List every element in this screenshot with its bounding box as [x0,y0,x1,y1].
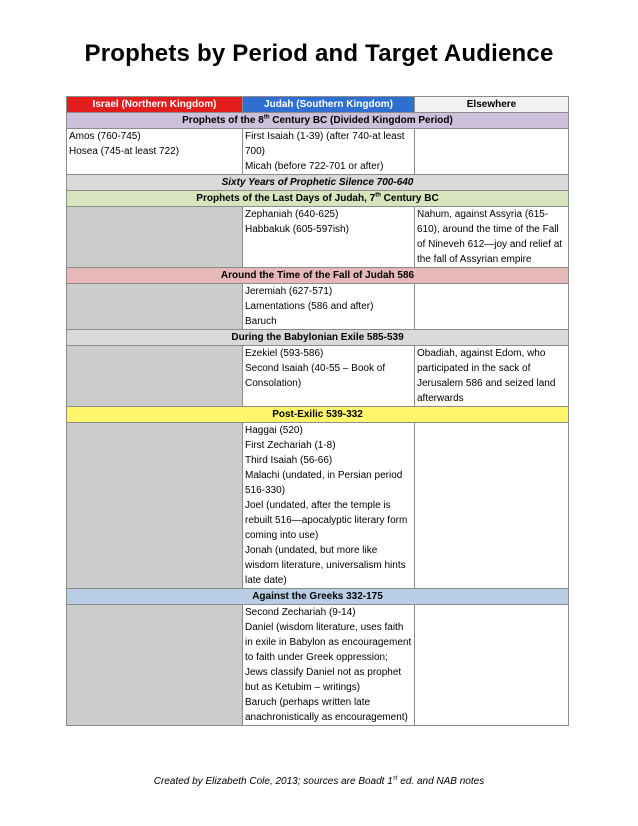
prophet-entry: Jonah (undated, but more like wisdom literature, universalism hints late date) [245,545,406,586]
israel-cell-empty [67,605,243,726]
judah-cell [243,423,415,589]
prophet-entry: Zephaniah (640-625) [245,209,339,220]
judah-cell [243,346,415,407]
table-row [67,605,569,726]
period-row-greeks [67,589,569,605]
prophet-entry: Daniel (wisdom literature, uses faith in exile in Babylon as encouragement to faith under Greek oppression; Jews classify Daniel not as prophet but as Ketubim – writings) [245,622,412,693]
header-israel: Israel (Northern Kingdom) [67,97,243,113]
prophet-entry: Baruch [245,316,277,327]
elsewhere-cell [415,423,569,589]
period-label: Prophets of the 8th Century BC (Divided Kingdom Period) [67,113,569,129]
period-label: Sixty Years of Prophetic Silence 700-640 [67,175,569,191]
table-row [67,207,569,268]
israel-cell-empty [67,207,243,268]
period-label: Prophets of the Last Days of Judah, 7th Century BC [67,191,569,207]
prophet-entry: Micah (before 722-701 or after) [245,161,384,172]
israel-cell [67,129,243,175]
period-row-8th-century [67,113,569,129]
period-row-silence [67,175,569,191]
judah-cell [243,207,415,268]
judah-cell [243,605,415,726]
prophet-entry: Habbakuk (605-597ish) [245,224,349,235]
prophet-entry: Joel (undated, after the temple is rebuilt 516—apocalyptic literary form coming into use) [245,500,408,541]
israel-cell-empty [67,284,243,330]
prophet-entry: Obadiah, against Edom, who participated in the sack of Jerusalem 586 and seized land afterwards [417,348,556,404]
prophet-entry: Second Isaiah (40-55 – Book of Consolation) [245,363,386,389]
prophet-entry: Haggai (520) [245,425,303,436]
elsewhere-cell [415,129,569,175]
period-row-exile [67,330,569,346]
period-row-post-exilic [67,407,569,423]
prophet-entry: First Isaiah (1-39) (after 740-at least 700) [245,131,405,157]
prophet-entry: Nahum, against Assyria (615-610), around the time of the Fall of Nineveh 612—joy and relief at the fall of Assyrian empire [417,209,563,265]
prophet-entry: Baruch (perhaps written late anachronistically as encouragement) [245,697,408,723]
period-row-fall-of-judah [67,268,569,284]
prophet-entry: Lamentations (586 and after) [245,301,374,312]
footer-credit: Created by Elizabeth Cole, 2013; sources are Boadt 1st ed. and NAB notes [153,775,485,787]
header-elsewhere: Elsewhere [415,97,569,113]
table-row [67,284,569,330]
table-row [67,423,569,589]
israel-cell-empty [67,423,243,589]
period-row-last-days [67,191,569,207]
elsewhere-cell [415,605,569,726]
prophet-entry: First Zechariah (1-8) [245,440,336,451]
elsewhere-cell [415,346,569,407]
header-judah: Judah (Southern Kingdom) [243,97,415,113]
period-label: During the Babylonian Exile 585-539 [67,330,569,346]
judah-cell [243,129,415,175]
prophet-entry: Jeremiah (627-571) [245,286,333,297]
prophet-entry: Malachi (undated, in Persian period 516-330) [245,470,403,496]
period-label: Around the Time of the Fall of Judah 586 [67,268,569,284]
prophet-entry: Amos (760-745) [69,131,141,142]
table-row [67,129,569,175]
elsewhere-cell [415,207,569,268]
elsewhere-cell [415,284,569,330]
table-row [67,346,569,407]
period-label: Post-Exilic 539-332 [67,407,569,423]
israel-cell-empty [67,346,243,407]
period-label: Against the Greeks 332-175 [67,589,569,605]
prophet-entry: Hosea (745-at least 722) [69,146,180,157]
prophets-table [66,96,569,726]
prophet-entry: Third Isaiah (56-66) [245,455,333,466]
header-row [67,97,569,113]
judah-cell [243,284,415,330]
document-title: Prophets by Period and Target Audience [84,40,554,67]
prophet-entry: Second Zechariah (9-14) [245,607,356,618]
prophet-entry: Ezekiel (593-586) [245,348,324,359]
